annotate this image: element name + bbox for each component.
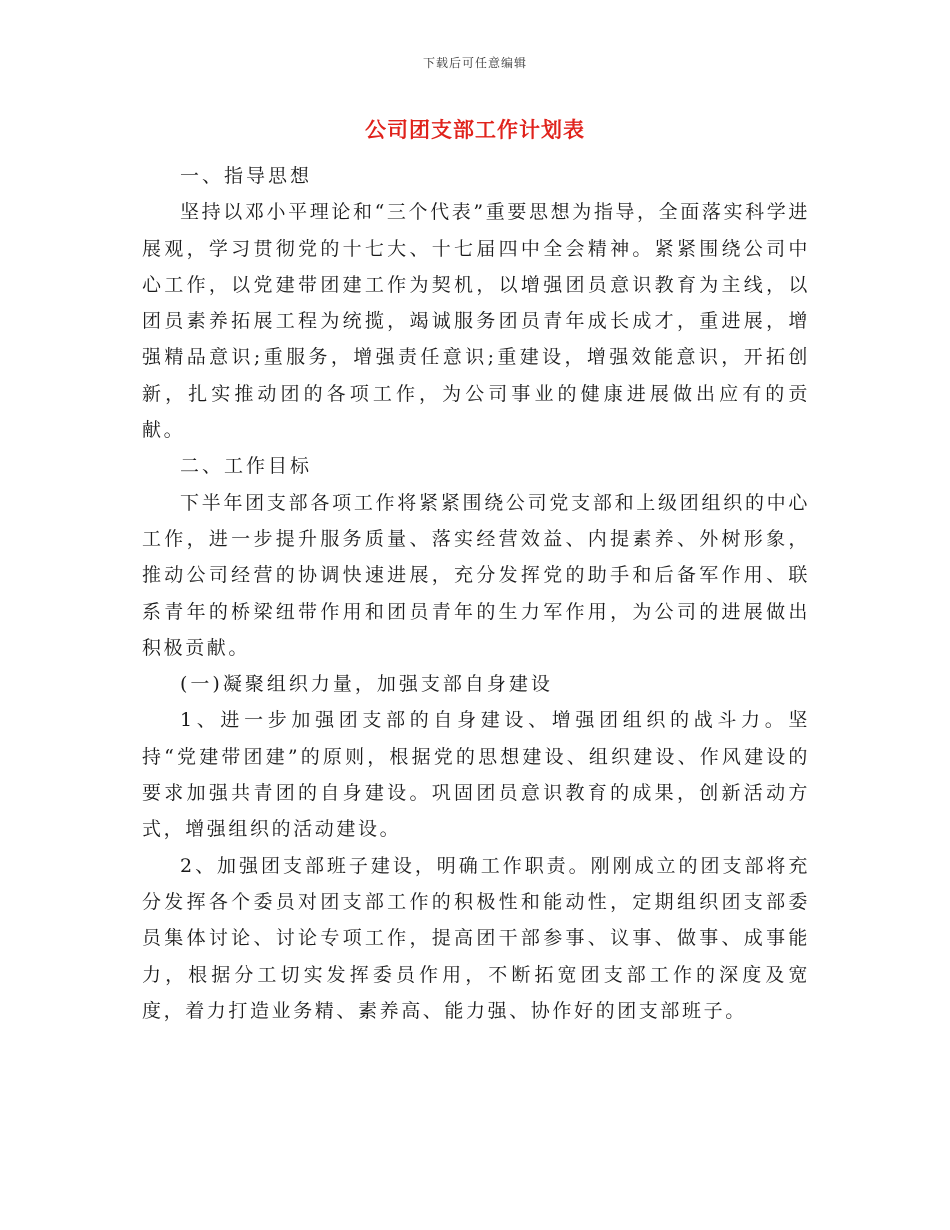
paragraph-work-goals: 下半年团支部各项工作将紧紧围绕公司党支部和上级团组织的中心工作，进一步提升服务质量、落实经营效益、内提素养、外树形象，推动公司经营的协调快速进展，充分发挥党的助手和后备军作用、联系青年的桥梁纽带作用和团员青年的生力军作用，为公司的进展做出积极贡献。 bbox=[142, 491, 810, 659]
subsection-heading-organization: (一)凝聚组织力量，加强支部自身建设 bbox=[180, 673, 553, 696]
section-heading-work-goals: 二、工作目标 bbox=[180, 455, 313, 478]
document-title: 公司团支部工作计划表 bbox=[365, 117, 585, 142]
header-note: 下载后可任意编辑 bbox=[422, 56, 527, 70]
section-heading-guiding-ideology: 一、指导思想 bbox=[180, 165, 313, 187]
paragraph-item-1: 1、进一步加强团支部的自身建设、增强团组织的战斗力。坚持“党建带团建”的原则，根据党的思想建设、组织建设、作风建设的要求加强共青团的自身建设。巩固团员意识教育的成果，创新活动方式，增强组织的活动建设。 bbox=[142, 709, 810, 841]
document-body bbox=[142, 158, 810, 1029]
paragraph-guiding-ideology: 坚持以邓小平理论和“三个代表”重要思想为指导，全面落实科学进展观，学习贯彻党的十七大、十七届四中全会精神。紧紧围绕公司中心工作，以党建带团建工作为契机，以增强团员意识教育为主线，以团员素养拓展工程为统揽，竭诚服务团员青年成长成才，重进展，增强精品意识;重服务，增强责任意识;重建设，增强效能意识，开拓创新，扎实推动团的各项工作，为公司事业的健康进展做出应有的贡献。 bbox=[142, 201, 810, 442]
paragraph-item-2: 2、加强团支部班子建设，明确工作职责。刚刚成立的团支部将充分发挥各个委员对团支部工作的积极性和能动性，定期组织团支部委员集体讨论、讨论专项工作，提高团干部参事、议事、做事、成事能力，根据分工切实发挥委员作用，不断拓宽团支部工作的深度及宽度，着力打造业务精、素养高、能力强、协作好的团支部班子。 bbox=[142, 854, 810, 1022]
